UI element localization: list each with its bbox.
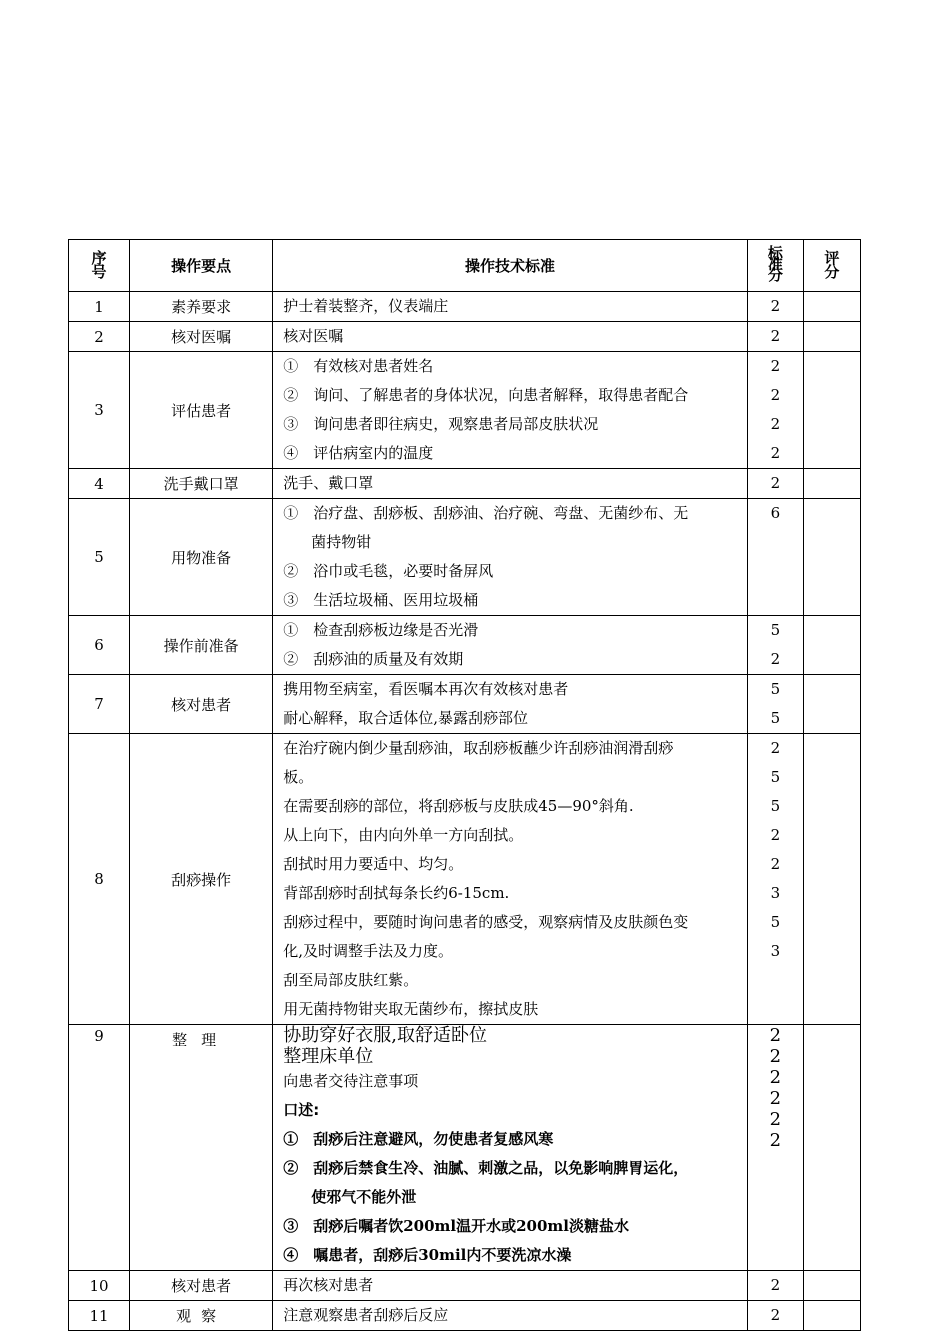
row-score[interactable] xyxy=(803,292,860,322)
row-no: 7 xyxy=(69,675,130,734)
row-score[interactable] xyxy=(803,1025,860,1271)
row-points: 2 xyxy=(747,292,803,322)
row-standard: 在治疗碗内倒少量刮痧油，取刮痧板蘸少许刮痧油润滑刮痧 板。 在需要刮痧的部位，将刮痧板与皮肤成45—90°斜角. 从上向下，由内向外单一方向刮拭。 刮拭时用力要适中、均匀。 背部刮痧时刮拭每条长约6-15cm. 刮痧过程中，要随时询问患者的感受，观察病情及皮肤颜色变 化,及时调整手法及力度。 刮至局部皮肤红紫。 用无菌持物钳夹取无菌纱布，擦拭皮肤 xyxy=(273,734,748,1025)
row-standard: 携用物至病室，看医嘱本再次有效核对患者 耐心解释，取合适体位,暴露刮痧部位 xyxy=(273,675,748,734)
row-standard: 再次核对患者 xyxy=(273,1271,748,1301)
header-item: 操作要点 xyxy=(130,240,273,292)
table-row xyxy=(69,616,861,675)
table-row xyxy=(69,675,861,734)
row-item: 核对患者 xyxy=(130,675,273,734)
row-item: 洗手戴口罩 xyxy=(130,469,273,499)
row-score[interactable] xyxy=(803,322,860,352)
table-row xyxy=(69,499,861,616)
header-score: 评分 xyxy=(803,240,860,292)
row-no: 1 xyxy=(69,292,130,322)
row-no: 6 xyxy=(69,616,130,675)
row-standard: ① 检查刮痧板边缘是否光滑 ② 刮痧油的质量及有效期 xyxy=(273,616,748,675)
table-row xyxy=(69,292,861,322)
oral-title: 口述: xyxy=(283,1101,320,1119)
row-standard: ① 有效核对患者姓名 ② 询问、了解患者的身体状况，向患者解释，取得患者配合 ③ 询问患者即往病史，观察患者局部皮肤状况 ④ 评估病室内的温度 xyxy=(273,352,748,469)
row-standard: 注意观察患者刮痧后反应 xyxy=(273,1301,748,1331)
row-standard: 洗手、戴口罩 xyxy=(273,469,748,499)
row-no: 5 xyxy=(69,499,130,616)
row-points: 6 xyxy=(747,499,803,616)
header-points: 标准分 xyxy=(747,240,803,292)
row-points: 2 xyxy=(747,1271,803,1301)
row-no: 2 xyxy=(69,322,130,352)
row-no: 4 xyxy=(69,469,130,499)
row-score[interactable] xyxy=(803,675,860,734)
row-no: 10 xyxy=(69,1271,130,1301)
row-item: 素养要求 xyxy=(130,292,273,322)
table-row xyxy=(69,322,861,352)
scoring-table xyxy=(68,239,861,1331)
row-score[interactable] xyxy=(803,1301,860,1331)
table-row xyxy=(69,734,861,1025)
table-row xyxy=(69,1025,861,1271)
row-points: 5 2 xyxy=(747,616,803,675)
row-score[interactable] xyxy=(803,1271,860,1301)
row-item: 用物准备 xyxy=(130,499,273,616)
row-score[interactable] xyxy=(803,352,860,469)
row-standard: 护士着装整齐，仪表端庄 xyxy=(273,292,748,322)
row-score[interactable] xyxy=(803,734,860,1025)
header-no: 序号 xyxy=(69,240,130,292)
row-standard: ① 治疗盘、刮痧板、刮痧油、治疗碗、弯盘、无菌纱布、无 菌持物钳 ② 浴巾或毛毯，必要时备屏风 ③ 生活垃圾桶、医用垃圾桶 xyxy=(273,499,748,616)
row-item: 评估患者 xyxy=(130,352,273,469)
header-row xyxy=(69,240,861,292)
row-no: 9 xyxy=(69,1025,130,1271)
row-standard: 核对医嘱 xyxy=(273,322,748,352)
row-points: 2 xyxy=(747,469,803,499)
row-no: 3 xyxy=(69,352,130,469)
row-item: 核对医嘱 xyxy=(130,322,273,352)
row-score[interactable] xyxy=(803,469,860,499)
row-points: 2 2 2 2 xyxy=(747,352,803,469)
table-row xyxy=(69,1271,861,1301)
row-points: 2 xyxy=(747,322,803,352)
row-item: 整理 xyxy=(130,1025,273,1271)
table-row xyxy=(69,1301,861,1331)
row-item: 操作前准备 xyxy=(130,616,273,675)
table-row xyxy=(69,469,861,499)
header-standard: 操作技术标准 xyxy=(273,240,748,292)
row-item: 核对患者 xyxy=(130,1271,273,1301)
row-item: 观察 xyxy=(130,1301,273,1331)
row-points: 2 xyxy=(747,1301,803,1331)
row-no: 8 xyxy=(69,734,130,1025)
row-score[interactable] xyxy=(803,499,860,616)
row-no: 11 xyxy=(69,1301,130,1331)
row-score[interactable] xyxy=(803,616,860,675)
row-points: 2 5 5 2 2 3 5 3 xyxy=(747,734,803,1025)
row-points: 2 2 2 2 2 2 xyxy=(747,1025,803,1271)
row-item: 刮痧操作 xyxy=(130,734,273,1025)
table-row xyxy=(69,352,861,469)
row-points: 5 5 xyxy=(747,675,803,734)
row-standard: 协助穿好衣服,取舒适卧位 整理床单位 向患者交待注意事项 口述: ① 刮痧后注意避风，勿使患者复感风寒 ② 刮痧后禁食生冷、油腻、刺激之品，以免影响脾胃运化， 使邪气不能外泄 ③ 刮痧后嘱者饮200ml温开水或200ml淡糖盐水 ④ 嘱患者，刮痧后30mil内不要洗凉水澡 xyxy=(273,1025,748,1271)
